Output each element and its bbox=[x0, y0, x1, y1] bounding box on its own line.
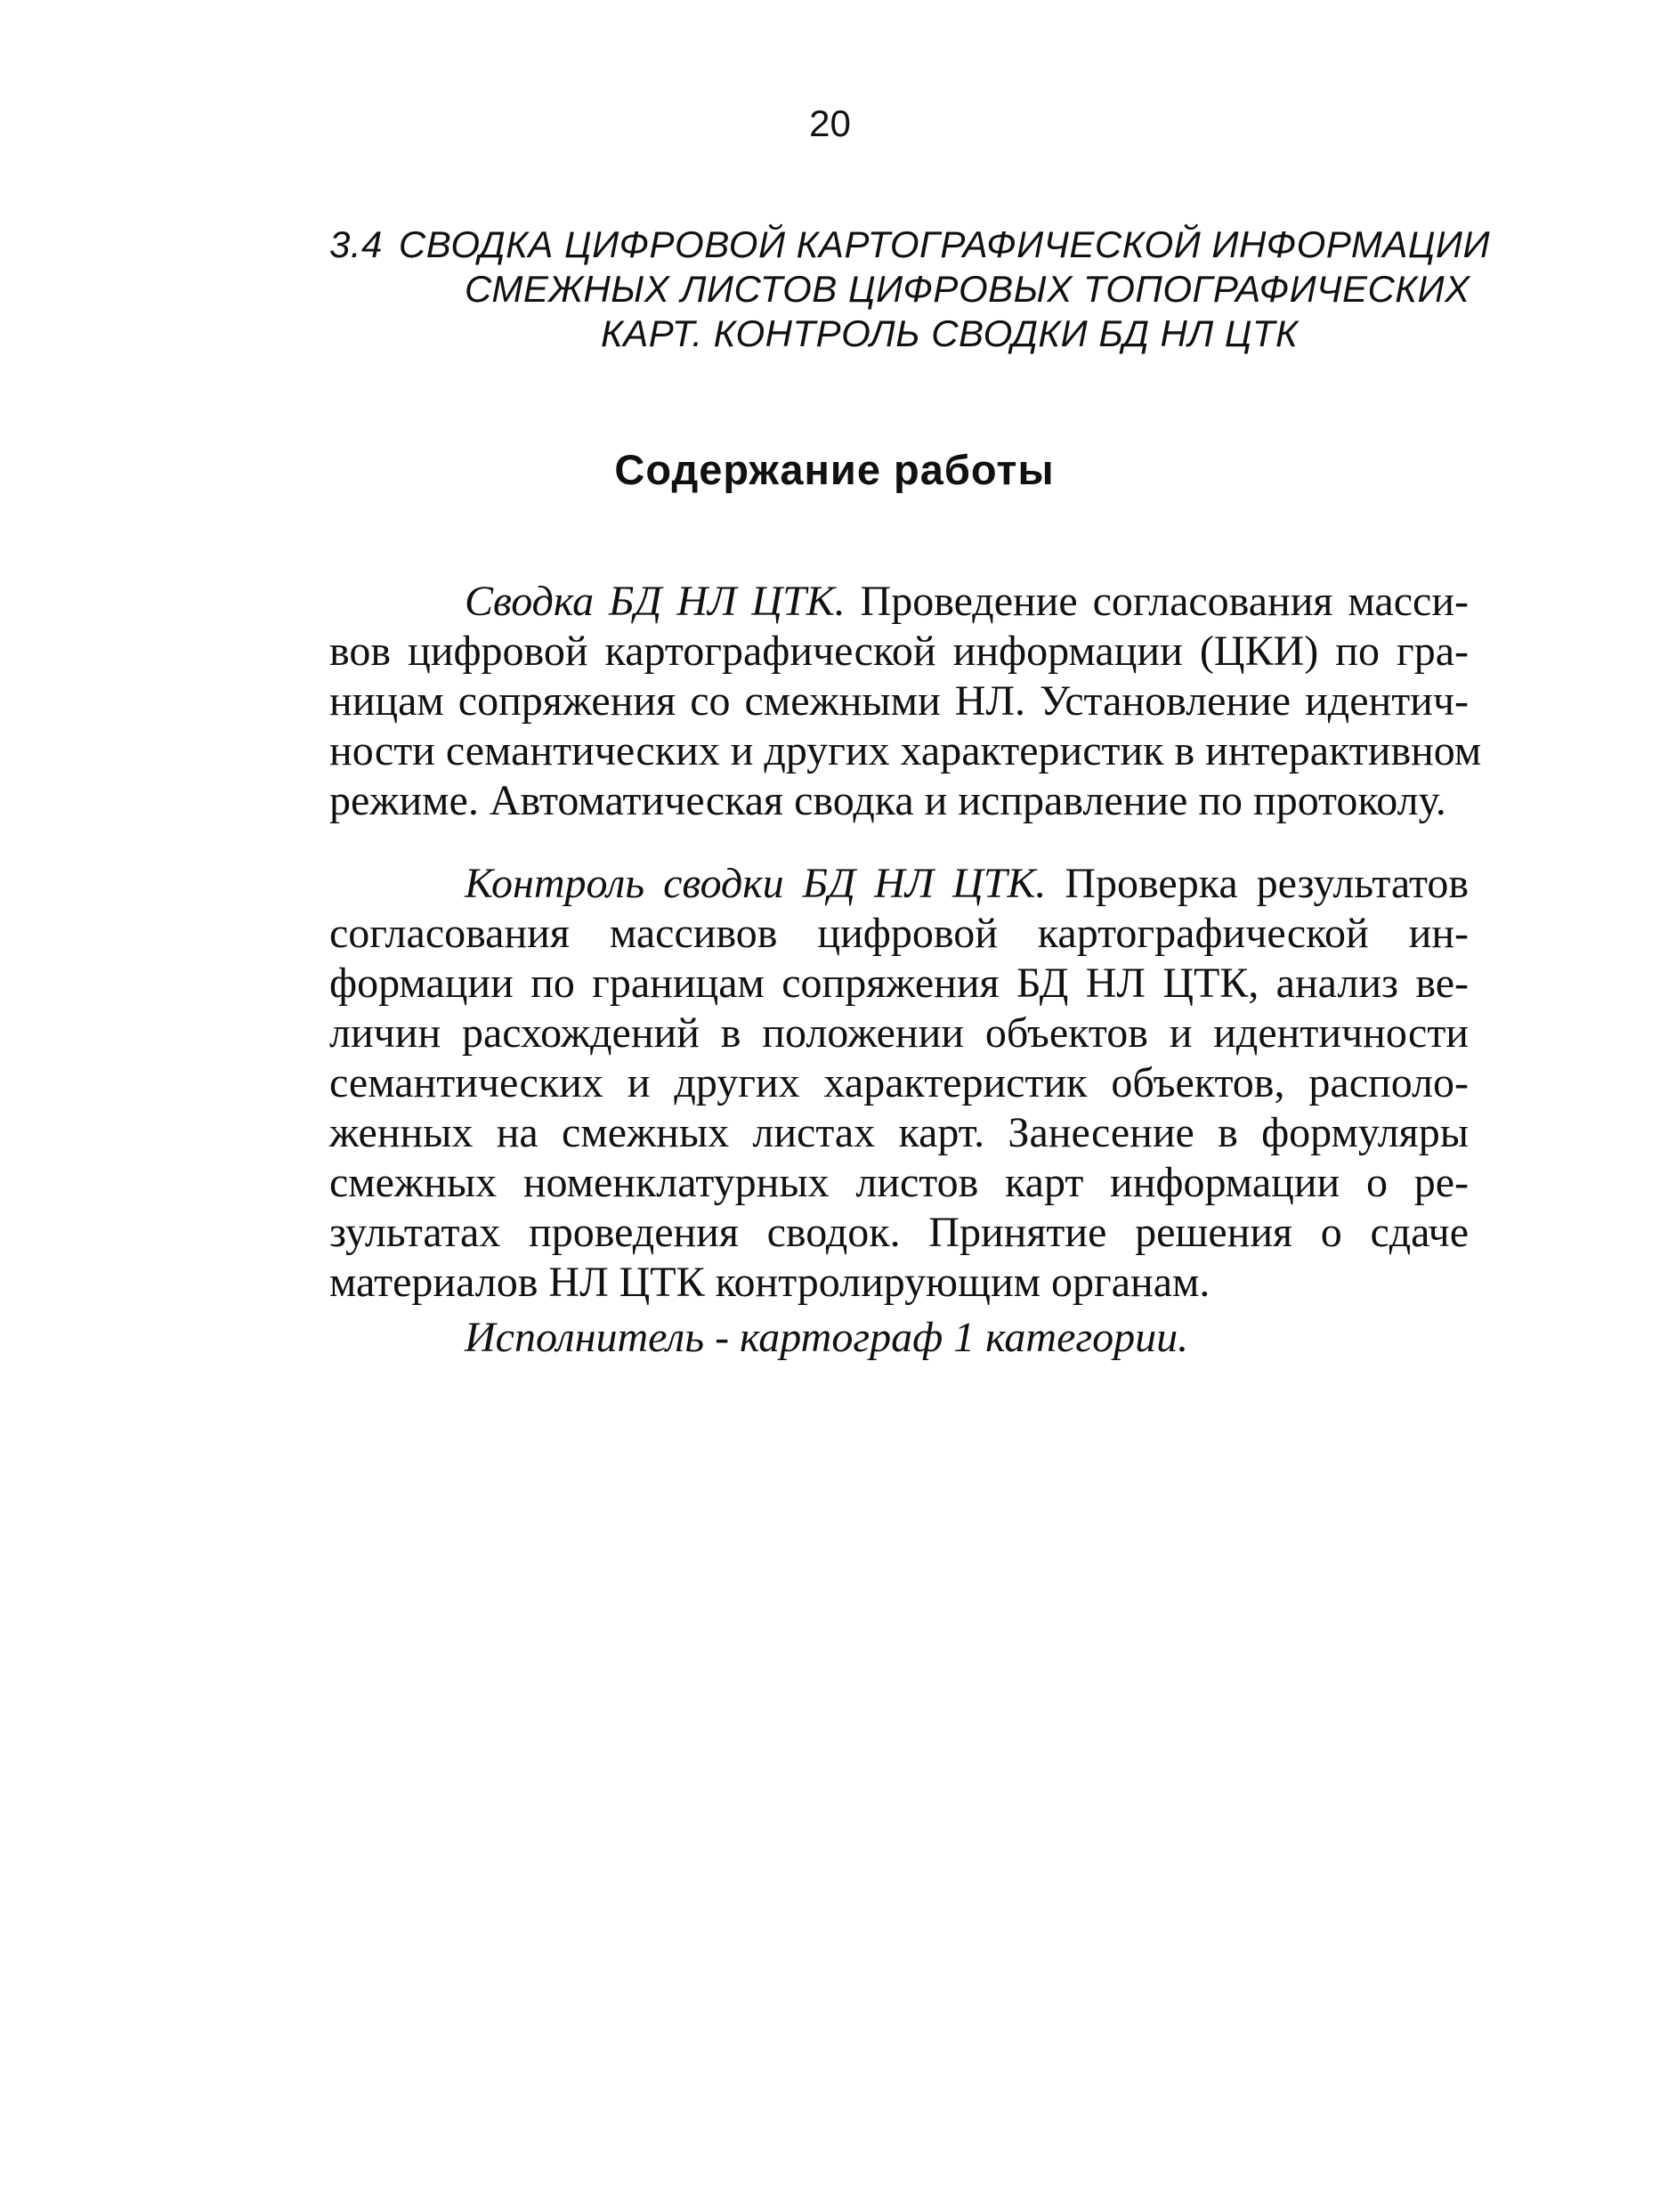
paragraph-control bbox=[329, 859, 1469, 1308]
paragraph-line: режиме. Автоматическая сводка и исправление по протоколу. bbox=[329, 777, 1446, 824]
page-number: 20 bbox=[809, 102, 851, 144]
paragraph-line: ницам сопряжения со смежными НЛ. Установление идентич- bbox=[329, 677, 1469, 725]
section-title-line-1: СВОДКА ЦИФРОВОЙ КАРТОГРАФИЧЕСКОЙ ИНФОРМАЦИИ bbox=[398, 223, 1491, 265]
paragraph-line: личин расхождений в положении объектов и идентичности bbox=[329, 1009, 1469, 1057]
paragraph-line-text: Проведение согласования масси- bbox=[845, 578, 1469, 625]
paragraph-line: смежных номенклатурных листов карт информации о ре- bbox=[329, 1159, 1469, 1206]
paragraph-line-text: Проверка результатов bbox=[1046, 860, 1469, 907]
paragraph-lead: Сводка БД НЛ ЦТК. bbox=[465, 578, 846, 625]
paragraph-line: материалов НЛ ЦТК контролирующим органам. bbox=[329, 1259, 1211, 1306]
executor-text: Исполнитель - картограф 1 категории. bbox=[465, 1314, 1189, 1361]
section-title-line-3: КАРТ. КОНТРОЛЬ СВОДКИ БД НЛ ЦТК bbox=[601, 312, 1299, 354]
paragraph-line: семантических и других характеристик объектов, располо- bbox=[329, 1059, 1469, 1106]
section-heading bbox=[329, 223, 1491, 356]
paragraph-line: зультатах проведения сводок. Принятие решения о сдаче bbox=[329, 1209, 1469, 1256]
section-heading-line-1 bbox=[329, 223, 1491, 267]
paragraph-line: женных на смежных листах карт. Занесение в формуляры bbox=[329, 1109, 1469, 1156]
paragraph-line: формации по границам сопряжения БД НЛ ЦТК, анализ ве- bbox=[329, 960, 1469, 1007]
paragraph-summary bbox=[329, 577, 1482, 826]
paragraph-line bbox=[329, 859, 1469, 909]
section-number: 3.4 bbox=[329, 223, 383, 265]
paragraph-lead: Контроль сводки БД НЛ ЦТК. bbox=[465, 860, 1047, 907]
work-content-heading: Содержание работы bbox=[614, 446, 1055, 493]
paragraph-line: согласования массивов цифровой картографической ин- bbox=[329, 910, 1469, 957]
paragraph-line: вов цифровой картографической информации (ЦКИ) по гра- bbox=[329, 628, 1469, 675]
executor-line bbox=[329, 1313, 1469, 1363]
section-title-line-2: СМЕЖНЫХ ЛИСТОВ ЦИФРОВЫХ ТОПОГРАФИЧЕСКИХ bbox=[465, 268, 1470, 310]
paragraph-line: ности семантических и других характеристик в интерактивном bbox=[329, 727, 1482, 774]
paragraph-line bbox=[329, 577, 1469, 627]
